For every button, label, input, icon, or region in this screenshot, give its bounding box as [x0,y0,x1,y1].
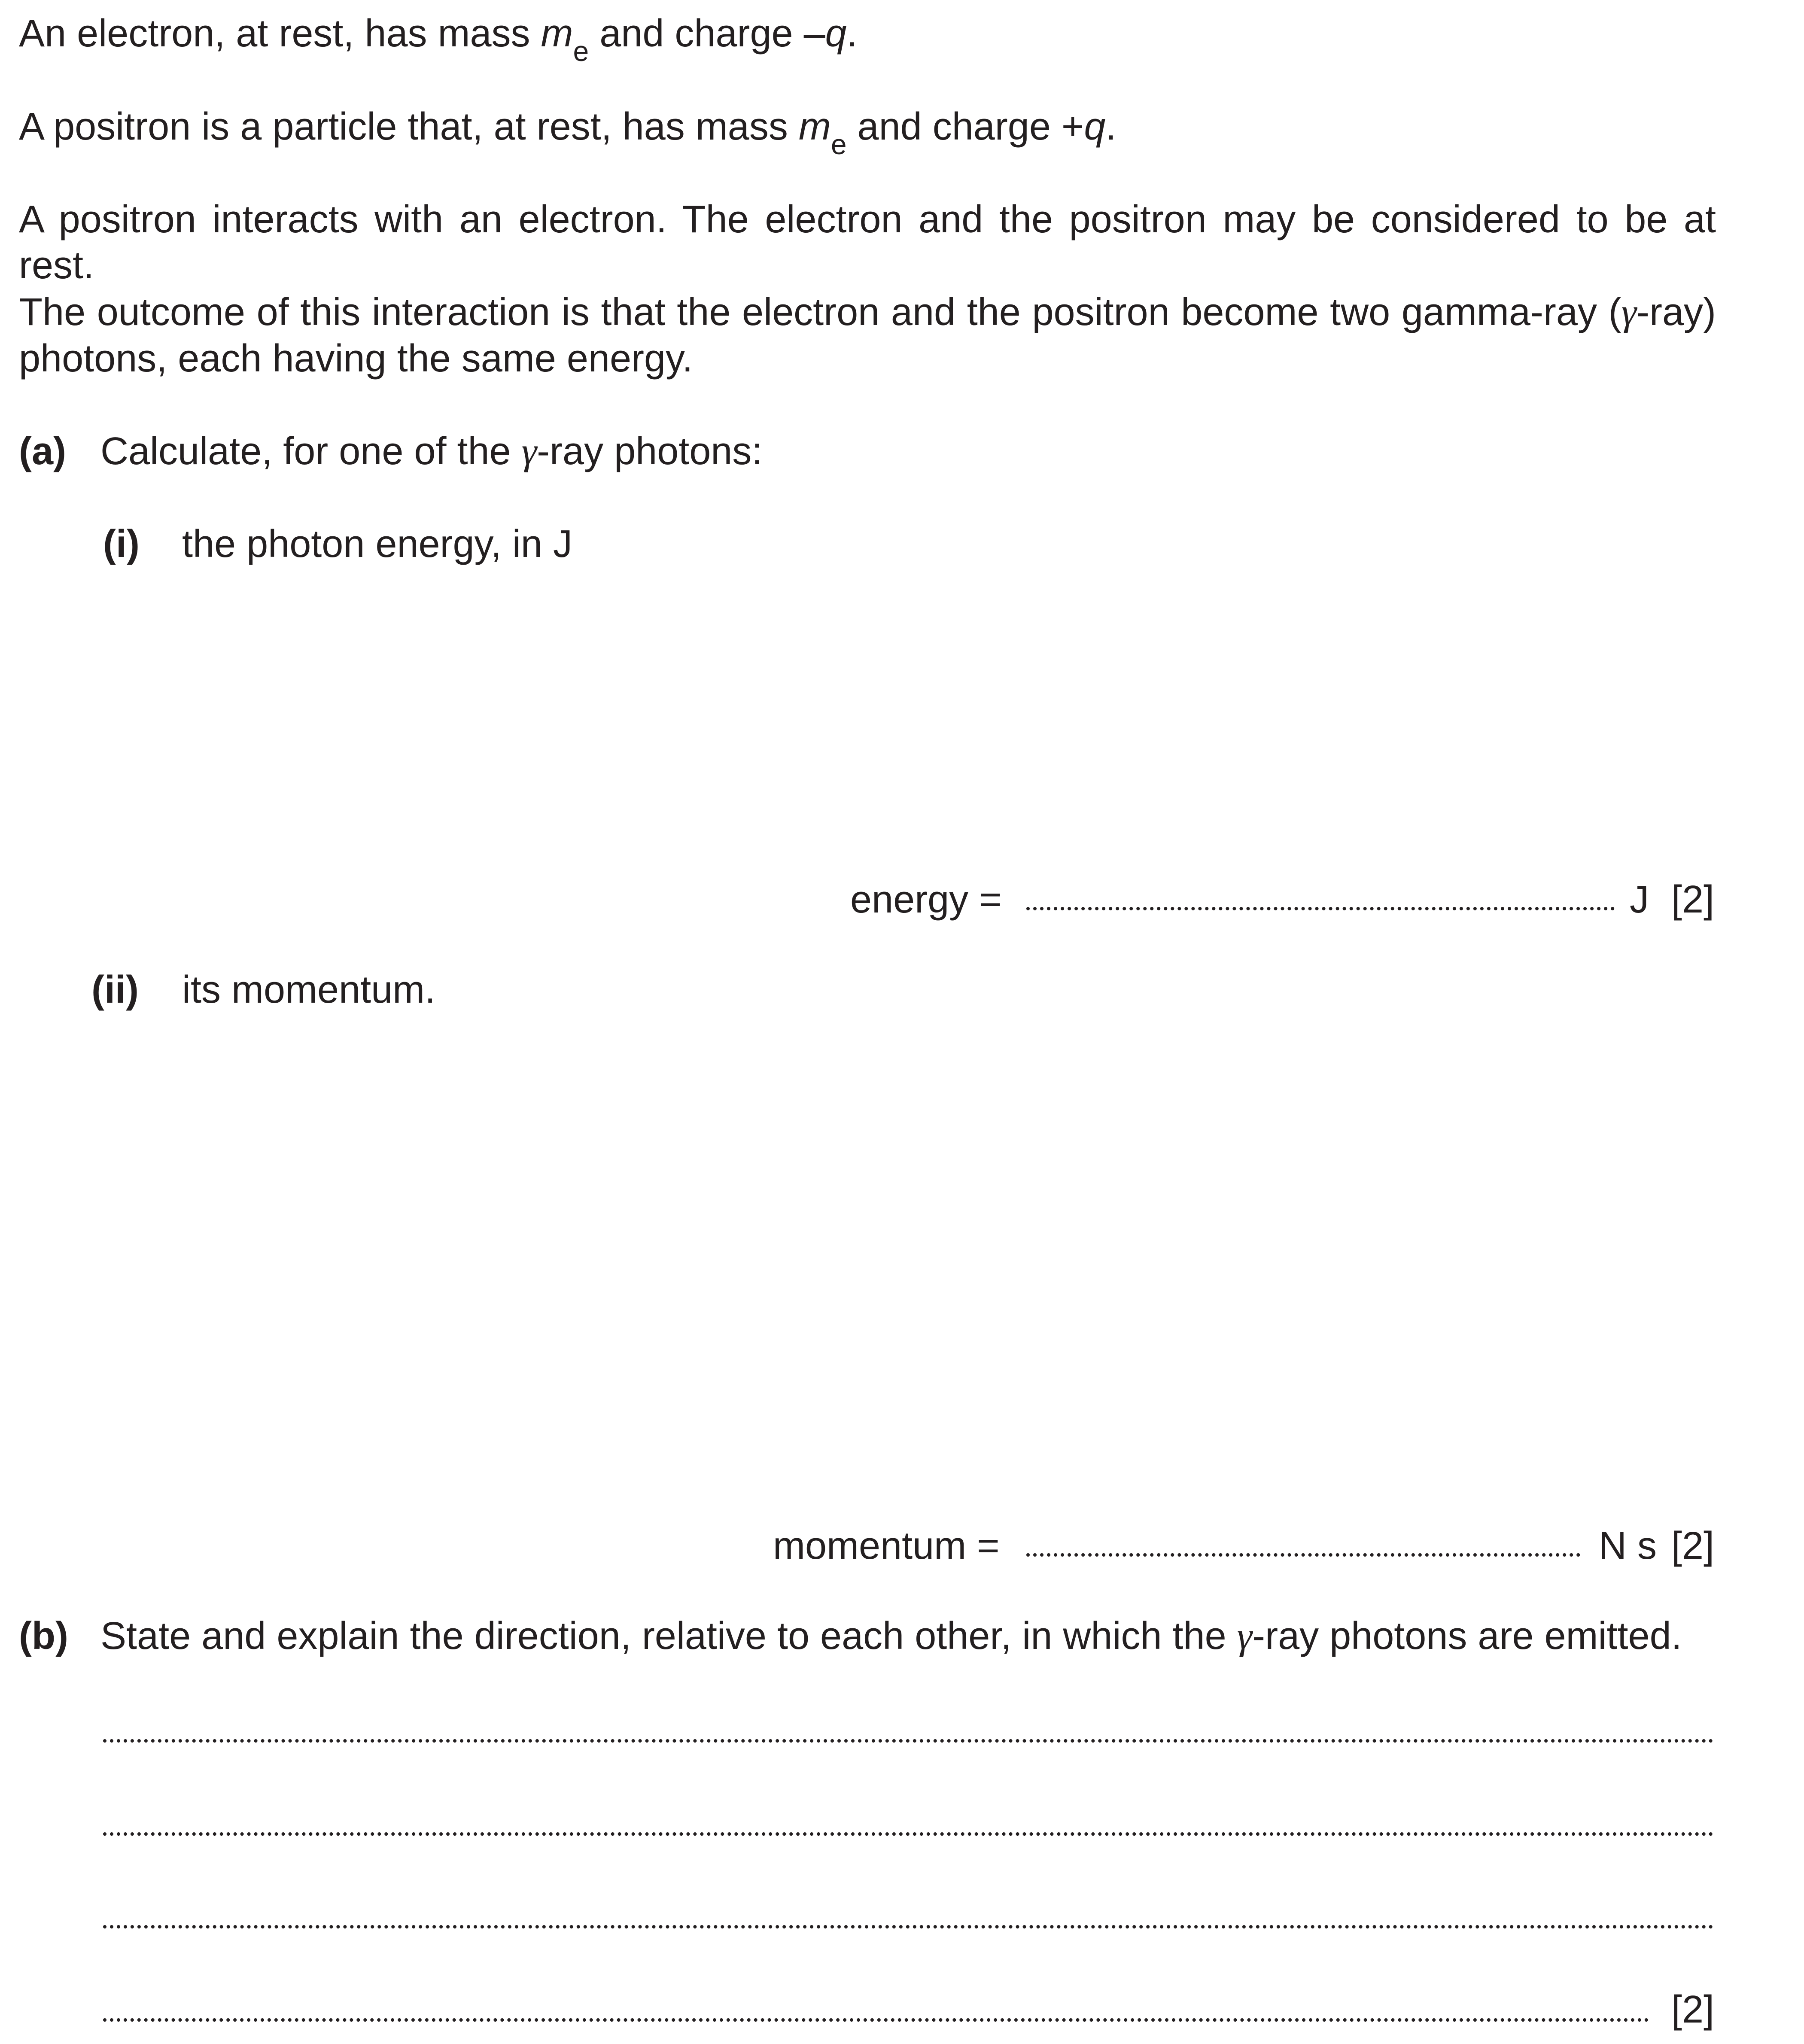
answer-line-3[interactable] [103,1925,1713,1928]
answer-line-4[interactable] [103,2018,1649,2022]
mass-symbol: m [798,105,831,148]
outcome-text-before: The outcome of this interaction is that the electron and the positron become two gamma-ray ( [19,291,1621,334]
energy-answer-field[interactable] [1026,907,1615,910]
positron-text-before: A positron is a particle that, at rest, has mass [19,105,799,148]
part-b-marks: [2] [1671,1988,1715,2031]
part-a-text-before: Calculate, for one of the [100,430,522,473]
energy-answer-label: energy = [850,878,1002,921]
outcome-line-2: photons, each having the same energy. [19,337,693,380]
momentum-answer-label: momentum = [773,1524,1000,1567]
momentum-unit: N s [1599,1524,1657,1567]
part-a-ii-prompt: its momentum. [182,968,436,1011]
answer-line-1[interactable] [103,1739,1713,1743]
positron-statement [19,105,1116,160]
outcome-line-1 [19,293,1716,332]
gamma-symbol: γ [521,430,537,473]
part-b-prompt [100,1617,1682,1656]
part-b-text-after: -ray photons are emitted. [1252,1615,1682,1658]
electron-text-before: An electron, at rest, has mass [19,12,541,55]
gamma-symbol: γ [1237,1615,1253,1658]
part-a-text-after: -ray photons: [537,430,763,473]
electron-statement [19,12,858,67]
mass-subscript: e [573,35,589,67]
part-a-i-label: (i) [103,523,140,566]
part-b-label: (b) [19,1615,68,1658]
gamma-symbol: γ [1621,291,1637,334]
energy-marks: [2] [1671,878,1715,921]
momentum-answer-field[interactable] [1026,1553,1580,1557]
electron-text-end: . [846,12,858,55]
momentum-marks: [2] [1671,1524,1715,1567]
electron-text-after: and charge – [589,12,825,55]
positron-text-end: . [1105,105,1116,148]
interaction-line-2: rest. [19,244,94,287]
charge-symbol: q [1084,105,1106,148]
mass-symbol: m [541,12,573,55]
part-a-i-prompt: the photon energy, in J [182,523,572,566]
part-b-text-before: State and explain the direction, relative to each other, in which the [100,1615,1237,1658]
charge-symbol: q [825,12,847,55]
part-a-prompt [100,432,762,471]
part-a-ii-label: (ii) [91,968,139,1011]
answer-line-2[interactable] [103,1832,1713,1836]
energy-unit: J [1630,878,1649,921]
part-a-label: (a) [19,430,66,473]
positron-text-after: and charge + [846,105,1084,148]
interaction-line-1: A positron interacts with an electron. The electron and the positron may be considered to be at [19,198,1716,241]
mass-subscript: e [831,128,847,160]
outcome-text-after: -ray) [1637,291,1716,334]
